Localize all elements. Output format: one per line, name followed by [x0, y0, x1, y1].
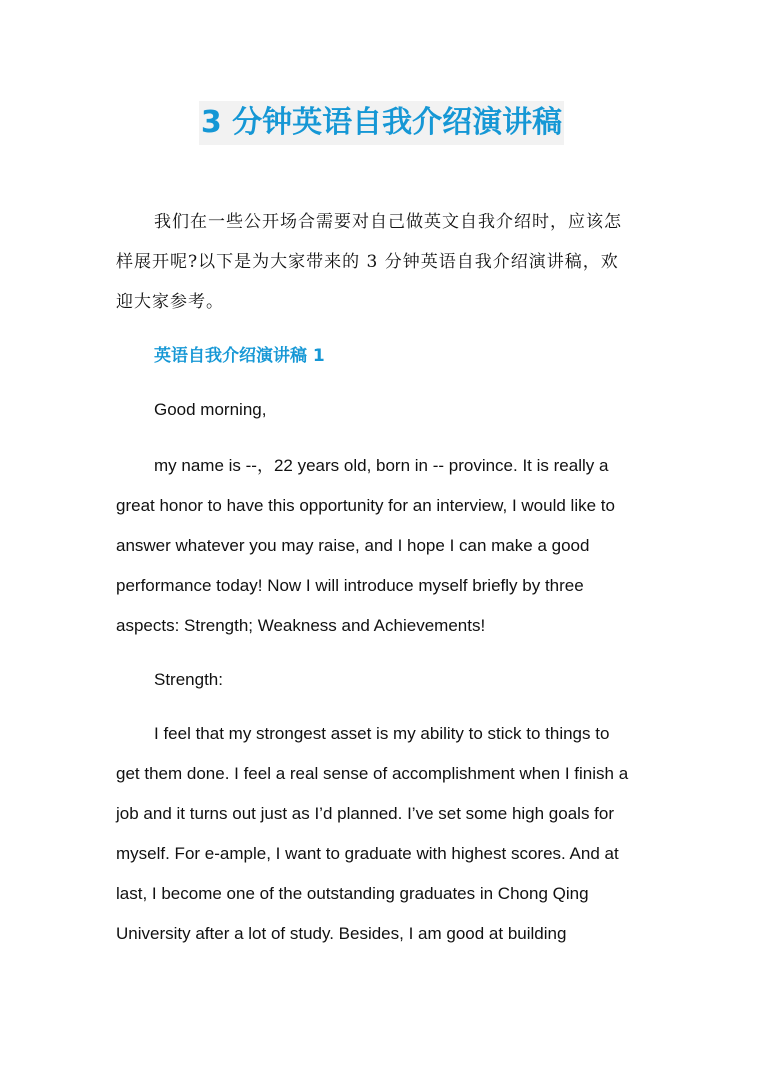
greeting-container — [116, 390, 636, 430]
paragraph-2-container — [116, 714, 636, 954]
section-heading: 英语自我介绍演讲稿 1 — [154, 346, 325, 366]
strength-label: Strength: — [154, 670, 223, 689]
paragraph-2: I feel that my strongest asset is my ability to stick to things to get them done. I feel a real sense of accomplishment when I finish a job and it turns out just as I’d planned. I’ve set some high goals for myself. For e-ample, I want to graduate with highest scores. And at last, I become one of the outstanding graduates in Chong Qing University after a lot of study. Besides, I am good at building — [116, 724, 629, 943]
greeting-text: Good morning, — [154, 400, 267, 419]
strength-label-container — [116, 660, 636, 700]
title-container — [0, 101, 763, 145]
paragraph-1-container — [116, 446, 636, 646]
document-title: 3 分钟英语自我介绍演讲稿 — [199, 101, 564, 145]
paragraph-1: my name is --，22 years old, born in -- province. It is really a great honor to have this opportunity for an interview, I would like to answer whatever you may raise, and I hope I can make a good performance today! Now I will introduce myself briefly by three aspects: Strength; Weakness and Achievements! — [116, 456, 615, 635]
section-heading-container — [116, 336, 636, 376]
intro-paragraph: 我们在一些公开场合需要对自己做英文自我介绍时，应该怎样展开呢?以下是为大家带来的 3 分钟英语自我介绍演讲稿，欢迎大家参考。 — [116, 212, 622, 312]
intro-paragraph-container — [116, 202, 636, 322]
